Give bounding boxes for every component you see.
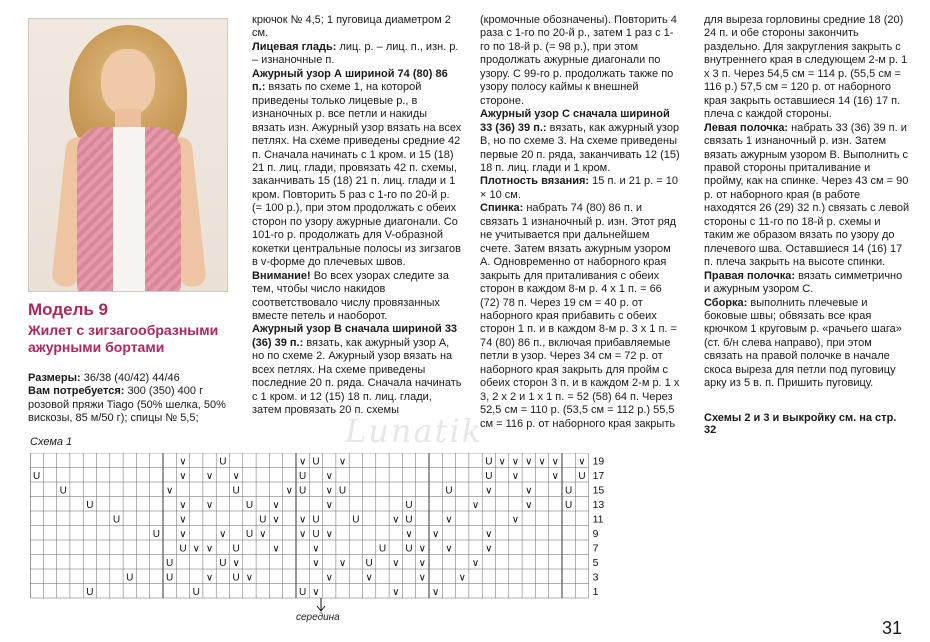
decrease-symbol: ∨	[179, 471, 187, 482]
decrease-symbol: ∨	[445, 543, 453, 555]
text-column-1	[252, 14, 462, 418]
paragraph: крючок № 4,5; 1 пуговица диаметром 2 см.	[252, 14, 451, 40]
decrease-symbol: ∨	[392, 558, 400, 569]
section-text: вязать по схеме 1, на которой приведены только лицевые р., в изнаночных р. все петли и накиды вязать изн. Ажурный узор вязать на всех петлях. На схеме приведены средние 42 п. Сначала начинать с 1 кром. и 15 (18) 21 п. лиц. глади, провязать 42 п. схемы, заканчивать 15 (18) 21 п. лиц. глади и 1 кром. Повторить 5 раз с 1-го по 20-й р. (= 100 р.), при этом продолжать с обеих сторон по узору ажурные диагонали. Со 101-го р. продолжать для V-образной кокетки центральные полосы из зигзагов в v-форме до плечевых швов.	[252, 81, 462, 269]
decrease-symbol: ∨	[219, 529, 227, 540]
yarn-over-symbol: U	[179, 543, 187, 555]
yarn-over-symbol: U	[166, 558, 174, 569]
decrease-symbol: ∨	[325, 471, 333, 482]
decrease-symbol: ∨	[232, 471, 240, 482]
yarn-over-symbol: U	[405, 514, 413, 526]
row-number: 13	[592, 499, 605, 511]
decrease-symbol: ∨	[325, 572, 333, 584]
decrease-symbol: ∨	[418, 543, 427, 555]
yarn-over-symbol: U	[378, 543, 387, 555]
row-number: 9	[592, 528, 599, 540]
yarn-over-symbol: U	[126, 572, 134, 584]
decrease-symbol: ∨	[392, 514, 400, 526]
section-text: вязать симметрично и ажурным узором С.	[704, 269, 903, 296]
section-text: набрать 74 (80) 86 п. и связать 1 изнаночный р. изн. Этот ряд не учитывается при дальнейшем счете. Затем вязать ажурным узором А. Одновременно от наборного края закрыть для приталивания с обеих сторон в каждом 8-м р. 4 х 1 п. = 66 (72) 78 п. Через 19 см = 40 р. от наборного края прибавить с обеих сторон 1 п. и в каждом 8-м р. 3 х 1 п. = 74 (80) 86 п., включая прибавляемые петли в узор. Через 34 см = 72 р. от наборного края закрыть для пройм с обеих сторон 3 п. и в каждом 2-м р. 1 х 3, 2 х 2 и 1 х 1 п. = 52 (58) 64 п. Через 52,5 см = 110 р. (53,5 см = 112 р.) 55,5 см = 116 р. от наборного края закрыть	[480, 202, 680, 430]
need-value: 300 (350) 400 г розовой пряжи Tiago (50% шелка, 50% вискозы, 85 м/50 г); спицы № 5,5;	[28, 385, 226, 425]
knitting-chart	[30, 453, 612, 600]
decrease-symbol: ∨	[551, 471, 560, 482]
decrease-symbol: ∨	[511, 471, 520, 482]
decrease-symbol: ∨	[245, 572, 254, 584]
center-label: середина	[296, 612, 340, 623]
yarn-over-symbol: U	[299, 587, 307, 598]
yarn-over-symbol: U	[245, 529, 254, 540]
yarn-over-symbol: U	[312, 529, 320, 540]
decrease-symbol: ∨	[205, 572, 214, 584]
yarn-over-symbol: U	[485, 471, 493, 482]
sizes-label: Размеры:	[28, 372, 81, 384]
decrease-symbol: ∨	[232, 558, 240, 569]
yarn-over-symbol: U	[405, 500, 413, 511]
decrease-symbol: ∨	[272, 500, 280, 511]
decrease-symbol: ∨	[325, 485, 333, 497]
section-text: вязать, как ажурный узор В, но по схеме 3. На схеме приведены первые 20 п. ряда, заканчивать 12 (15) 18 п. лиц. глади и 1 кром.	[480, 121, 680, 174]
model-subtitle: Жилет с зигзагообразными ажурными бортами	[28, 322, 219, 355]
yarn-over-symbol: U	[312, 514, 320, 526]
decrease-symbol: ∨	[179, 456, 187, 468]
yarn-over-symbol: U	[245, 500, 254, 511]
decrease-symbol: ∨	[259, 529, 267, 540]
schema-title: Схема 1	[30, 436, 73, 448]
center-arrow-icon	[316, 598, 326, 612]
yarn-over-symbol: U	[445, 485, 453, 497]
decrease-symbol: ∨	[338, 558, 347, 569]
decrease-symbol: ∨	[205, 543, 214, 555]
section-heading: Лицевая гладь:	[252, 40, 337, 53]
section-text: выполнить плечевые и боковые швы; обвязать все края крючком 1 круговым р. «рачьего шага» (ст. б/н слева направо), при этом связать на правой полочке в начале скоса выреза для петли под пуговицу арку из 5 в. п. Пришить пуговицу.	[704, 296, 902, 390]
decrease-symbol: ∨	[179, 500, 187, 511]
decrease-symbol: ∨	[485, 543, 493, 555]
decrease-symbol: ∨	[551, 456, 560, 468]
decrease-symbol: ∨	[445, 514, 453, 526]
decrease-symbol: ∨	[179, 514, 187, 526]
yarn-over-symbol: U	[86, 500, 94, 511]
decrease-symbol: ∨	[338, 456, 347, 468]
decrease-symbol: ∨	[431, 529, 440, 540]
decrease-symbol: ∨	[298, 529, 307, 540]
decrease-symbol: ∨	[205, 471, 214, 482]
decrease-symbol: ∨	[192, 543, 200, 555]
yarn-over-symbol: U	[312, 456, 320, 468]
decrease-symbol: ∨	[538, 456, 546, 468]
yarn-over-symbol: U	[352, 514, 360, 526]
yarn-over-symbol: U	[86, 587, 94, 598]
decrease-symbol: ∨	[471, 500, 480, 511]
yarn-over-symbol: U	[299, 485, 307, 497]
decrease-symbol: ∨	[392, 587, 400, 598]
decrease-symbol: ∨	[312, 587, 320, 598]
yarn-over-symbol: U	[485, 456, 493, 468]
model-title: Модель 9	[28, 300, 108, 319]
decrease-symbol: ∨	[525, 500, 533, 511]
decrease-symbol: ∨	[418, 572, 427, 584]
row-number: 7	[592, 542, 599, 555]
section-text: вязать, как ажурный узор А, но по схеме 2. Ажурный узор вязать на всех петлях. На схеме приведены последние 20 п. ряда. Сначала начинать с 1 кром. и 12 (15) 18 п. лиц. глади, затем провязать 20 п. схемы	[252, 336, 462, 417]
yarn-over-symbol: U	[259, 514, 267, 526]
yarn-over-symbol: U	[166, 572, 174, 584]
decrease-symbol: ∨	[498, 456, 506, 468]
decrease-symbol: ∨	[325, 500, 333, 511]
section-text: лиц. р. – лиц. п., изн. р. – изнаночные п.	[252, 40, 459, 67]
decrease-symbol: ∨	[405, 529, 413, 540]
section-heading: Сборка:	[704, 296, 748, 309]
yarn-over-symbol: U	[33, 471, 41, 482]
section-text: 15 п. и 21 р. = 10 × 10 см.	[480, 175, 678, 201]
sizes-value: 36/38 (40/42) 44/46	[80, 372, 180, 384]
yarn-over-symbol: U	[112, 514, 121, 526]
text-column-2	[480, 14, 680, 431]
section-heading: Ажурный узор А шириной 74 (80) 86 п.:	[252, 67, 448, 94]
decrease-symbol: ∨	[298, 514, 307, 526]
section-text: набрать 33 (36) 39 п. и связать 1 изнаночный р. изн. Затем вязать ажурным узором В. Выполнить с правой стороны приталивание и пройму, как на спинке. Через 43 см = 90 р. от наборного края (в работе находятся 26 (29) 32 п.) связать с левой стороны с 11-го по 18-й р. схемы и таким же образом вязать по узору до плечевого шва. Оставшиеся 14 (16) 17 п. плеча закрыть на высоте спинки.	[704, 121, 910, 269]
decrease-symbol: ∨	[312, 543, 320, 555]
decrease-symbol: ∨	[458, 572, 466, 584]
section-heading: Внимание!	[252, 269, 311, 282]
decrease-symbol: ∨	[179, 529, 187, 540]
yarn-over-symbol: U	[219, 456, 227, 468]
decrease-symbol: ∨	[205, 500, 214, 511]
yarn-over-symbol: U	[219, 558, 227, 569]
decrease-symbol: ∨	[471, 558, 480, 569]
decrease-symbol: ∨	[431, 587, 440, 598]
yarn-over-symbol: U	[192, 587, 200, 598]
yarn-over-symbol: U	[338, 485, 347, 497]
paragraph: для выреза горловины средние 18 (20) 24 п. и обе стороны закончить раздельно. Для закругления закрыть с внутреннего края в следующем 2-м р. 1 х 3 п. Через 54,5 см = 114 р. (55,5 см = 116 р.) 57,5 см = 120 р. от наборного края закрыть оставшиеся 14 (16) 17 п. плеча с каждой стороны.	[704, 14, 908, 121]
need-label: Вам потребуется:	[28, 385, 125, 398]
section-heading: Ажурный узор С сначала шириной 33 (36) 39 п.:	[480, 108, 670, 134]
yarn-over-symbol: U	[299, 471, 307, 482]
row-number: 3	[592, 571, 599, 584]
row-number: 15	[592, 484, 605, 497]
section-heading: Ажурный узор В сначала шириной 33 (36) 39 п.:	[252, 323, 458, 349]
model-photo	[28, 18, 228, 292]
decrease-symbol: ∨	[325, 529, 333, 540]
decrease-symbol: ∨	[285, 485, 294, 497]
decrease-symbol: ∨	[418, 558, 427, 569]
yarn-over-symbol: U	[232, 543, 240, 555]
section-text: Во всех узорах следите за тем, чтобы число накидов соответствовало числу провязанных вместе петель и наоборот.	[252, 269, 449, 322]
section-heading: Правая полочка:	[704, 269, 796, 282]
yarn-over-symbol: U	[232, 572, 240, 584]
section-heading: Спинка:	[480, 202, 524, 215]
section-heading: Левая полочка:	[704, 121, 789, 134]
decrease-symbol: ∨	[272, 514, 280, 526]
decrease-symbol: ∨	[511, 456, 520, 468]
decrease-symbol: ∨	[298, 456, 307, 468]
row-number: 19	[592, 455, 605, 468]
text-column-3	[704, 14, 910, 391]
decrease-symbol: ∨	[485, 529, 493, 540]
intro-block	[28, 372, 228, 426]
yarn-over-symbol: U	[405, 543, 413, 555]
decrease-symbol: ∨	[578, 456, 586, 468]
yarn-over-symbol: U	[365, 558, 373, 569]
watermark: Lunatik	[345, 412, 484, 450]
yarn-over-symbol: U	[565, 485, 573, 497]
yarn-over-symbol: U	[578, 471, 586, 482]
decrease-symbol: ∨	[511, 514, 520, 526]
decrease-symbol: ∨	[165, 485, 174, 497]
yarn-over-symbol: U	[59, 485, 67, 497]
page-number: 31	[882, 618, 903, 638]
row-number: 17	[592, 470, 605, 482]
yarn-over-symbol: U	[565, 500, 573, 511]
decrease-symbol: ∨	[272, 543, 280, 555]
decrease-symbol: ∨	[525, 485, 533, 497]
schemes-reference-note: Схемы 2 и 3 и выкройку см. на стр. 32	[704, 412, 897, 436]
paragraph: (кромочные обозначены). Повторить 4 раза с 1-го по 20-й р., затем 1 раз с 1-го по 18-й р. (= 98 р.), при этом продолжать ажурные диагонали по узору. С 99-го р. продолжать также по узору полосу каймы к внешней стороне.	[480, 14, 677, 107]
section-heading: Плотность вязания:	[480, 175, 590, 188]
yarn-over-symbol: U	[152, 529, 160, 540]
row-number: 5	[592, 557, 599, 569]
yarn-over-symbol: U	[232, 485, 240, 497]
decrease-symbol: ∨	[485, 485, 493, 497]
decrease-symbol: ∨	[525, 456, 533, 468]
decrease-symbol: ∨	[365, 572, 373, 584]
row-number: 1	[592, 586, 599, 598]
decrease-symbol: ∨	[312, 558, 320, 569]
row-number: 11	[592, 513, 604, 526]
